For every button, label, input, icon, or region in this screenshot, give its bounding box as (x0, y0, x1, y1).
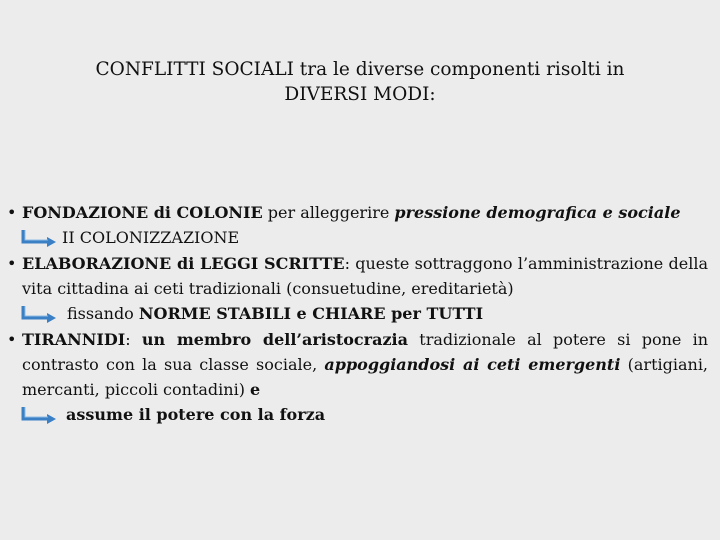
item-lead: TIRANNIDI (22, 330, 126, 349)
bullet-list (0, 200, 720, 428)
item-emphasis: appoggiandosi ai ceti emergenti (324, 355, 621, 374)
bullet-item-colonie (0, 200, 720, 225)
bullet-item-leggi (0, 251, 720, 301)
item-text-2: (artigiani, mercanti, piccoli contadini) (22, 355, 709, 399)
item-emphasis: pressione demografica e sociale (394, 203, 681, 222)
result-line-colonie (0, 225, 720, 251)
item-lead: ELABORAZIONE di LEGGI SCRITTE (22, 254, 345, 273)
item-emphasis-bold: un membro dell’aristocrazia (141, 330, 409, 349)
bullet-item-tirannidi: • TIRANNIDI: un membro dell’aristocrazia tradizionale al potere si pone in contrasto con la sua classe sociale, appoggiandosi ai ceti emergenti (artigiani, mercanti, piccoli contadini) e (0, 327, 720, 402)
result-text: II COLONIZZAZIONE (62, 228, 240, 247)
bullet-dot: • (7, 254, 17, 273)
item-text: tradizionale al potere si pone in contrasto con la sua classe sociale, (22, 330, 709, 374)
item-text: : queste sottraggono l’amministrazione della vita cittadina ai ceti tradizionali (consuetudine, ereditarietà) (22, 254, 708, 298)
result-line-tirannidi (0, 402, 720, 428)
bent-arrow-icon (20, 305, 60, 323)
title-line-2: DIVERSI MODI: (284, 84, 436, 105)
bent-arrow-icon (20, 406, 60, 424)
result-text: assume il potere con la forza (66, 405, 326, 424)
item-tail: e (250, 380, 261, 399)
result-text: fissando NORME STABILI e CHIARE per TUTTI (67, 304, 484, 323)
result-line-leggi (0, 301, 720, 327)
slide-title (40, 57, 680, 107)
bullet-dot: • (7, 330, 17, 349)
item-lead: FONDAZIONE di COLONIE (22, 203, 263, 222)
title-line-1: CONFLITTI SOCIALI tra le diverse componenti risolti in (95, 59, 625, 80)
item-text: per alleggerire (262, 203, 395, 222)
bent-arrow-icon (20, 229, 60, 247)
bullet-dot: • (7, 203, 17, 222)
